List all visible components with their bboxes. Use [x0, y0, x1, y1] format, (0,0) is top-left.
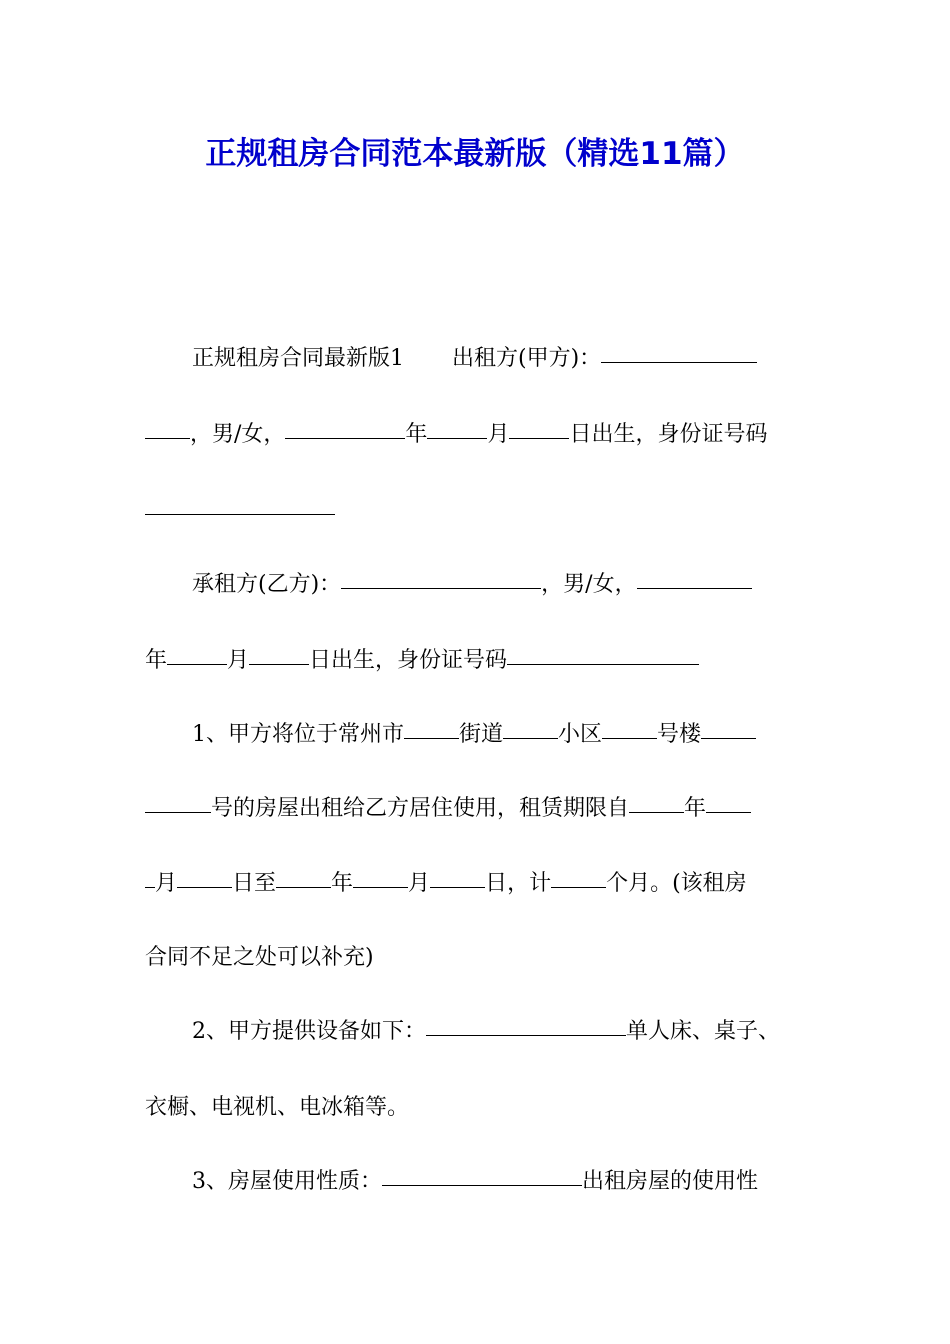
room-blank[interactable] — [145, 811, 211, 813]
usage-blank[interactable] — [382, 1184, 582, 1186]
lessee-month-label: 月 — [227, 648, 250, 673]
months-label: 个月。(该租房 — [606, 871, 747, 896]
equipment-list: 单人床、桌子、 — [626, 1019, 781, 1044]
lessee-birth-month-blank[interactable] — [167, 663, 227, 665]
end-year-blank[interactable] — [276, 886, 331, 888]
clause-1-start: 1、甲方将位于常州市 — [192, 722, 404, 747]
unit-blank[interactable] — [701, 737, 756, 739]
usage-text: 出租房屋的使用性 — [582, 1169, 759, 1194]
end-month-blank[interactable] — [353, 886, 408, 888]
lessor-id-blank[interactable] — [145, 513, 335, 515]
lease-purpose-text: 号的房屋出租给乙方居住使用，租赁期限自 — [211, 796, 630, 821]
text-line-clause-1 — [192, 720, 756, 750]
equipment-list-cont: 衣橱、电视机、电冰箱等。 — [145, 1095, 410, 1120]
text-line-lessee — [192, 570, 752, 600]
text-line-supplement — [145, 943, 374, 973]
start-month-label: 月 — [155, 871, 178, 896]
end-month-label: 月 — [408, 871, 431, 896]
clause-2-start: 2、甲方提供设备如下： — [192, 1019, 426, 1044]
birth-day-blank[interactable] — [509, 437, 569, 439]
gender-label: ，男/女， — [190, 422, 286, 447]
street-blank[interactable] — [404, 737, 459, 739]
lessor-label: 出租方(甲方)： — [452, 346, 602, 371]
to-label: 日至 — [232, 871, 277, 896]
lessee-year-label: 年 — [145, 648, 168, 673]
lessor-name-blank[interactable] — [601, 361, 757, 363]
text-line-clause-2-cont — [145, 1093, 409, 1123]
lessee-birth-year-blank[interactable] — [637, 587, 752, 589]
text-line-lessor-details — [145, 420, 767, 450]
lessee-gender-label: ，男/女， — [541, 572, 637, 597]
year-label: 年 — [405, 422, 428, 447]
document-title: 正规租房合同范本最新版（精选11篇） — [205, 136, 745, 172]
street-label: 街道 — [459, 722, 504, 747]
text-line-lessee-details — [145, 646, 699, 676]
total-label: 日，计 — [485, 871, 552, 896]
community-label: 小区 — [558, 722, 603, 747]
community-blank[interactable] — [503, 737, 558, 739]
start-day-blank[interactable] — [177, 886, 232, 888]
end-year-label: 年 — [331, 871, 354, 896]
clause-3-start: 3、房屋使用性质： — [192, 1169, 382, 1194]
supplement-note: 合同不足之处可以补充) — [145, 945, 374, 970]
text-line-clause-3 — [192, 1167, 758, 1197]
text-line-clause-1-cont — [145, 794, 751, 824]
start-year-label: 年 — [684, 796, 707, 821]
text-line-clause-2 — [192, 1017, 780, 1047]
lessee-birth-day-blank[interactable] — [249, 663, 309, 665]
month-label: 月 — [487, 422, 510, 447]
equipment-blank[interactable] — [426, 1034, 626, 1036]
lessee-name-blank[interactable] — [341, 587, 541, 589]
months-blank[interactable] — [551, 886, 606, 888]
lessee-id-blank[interactable] — [507, 663, 699, 665]
birth-id-label: 日出生，身份证号码 — [569, 422, 768, 447]
building-label: 号楼 — [657, 722, 702, 747]
lessee-birth-id-label: 日出生，身份证号码 — [309, 648, 508, 673]
start-month-blank[interactable] — [706, 811, 751, 813]
lessee-label: 承租方(乙方)： — [192, 572, 342, 597]
contract-subtitle: 正规租房合同最新版1 — [192, 346, 404, 371]
text-line-lessor — [192, 344, 757, 374]
end-day-blank[interactable] — [430, 886, 485, 888]
birth-month-blank[interactable] — [427, 437, 487, 439]
building-blank[interactable] — [602, 737, 657, 739]
start-year-blank[interactable] — [629, 811, 684, 813]
text-line-lessor-id — [145, 496, 335, 526]
text-line-lease-period — [145, 869, 747, 899]
lessor-name-blank-cont[interactable] — [145, 437, 190, 439]
start-month-blank-cont[interactable] — [145, 886, 155, 888]
birth-year-blank[interactable] — [285, 437, 405, 439]
